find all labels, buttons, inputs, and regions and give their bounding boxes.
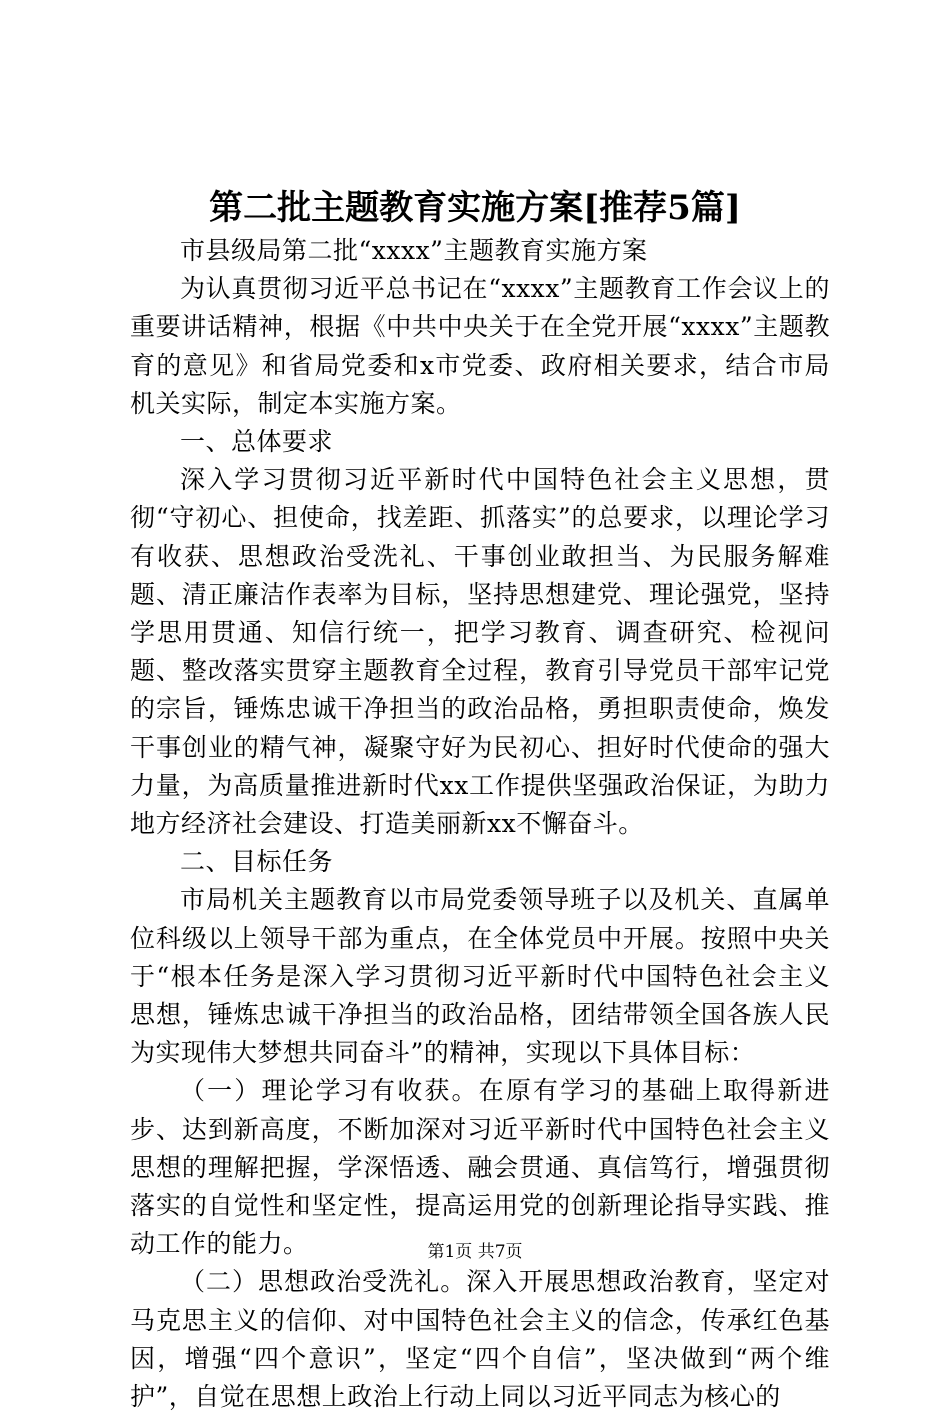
paragraph-goals-tasks: 市局机关主题教育以市局党委领导班子以及机关、直属单位科级以上领导干部为重点，在全体党员中开展。按照中央关于“根本任务是深入学习贯彻习近平新时代中国特色社会主义思想，锤炼忠诚干净担当的政治品格，团结带领全国各族人民为实现伟大梦想共同奋斗”的精神，实现以下具体目标： [130,885,830,1068]
paragraph-goal-2: （二）思想政治受洗礼。深入开展思想政治教育，坚定对马克思主义的信仰、对中国特色社会主义的信念，传承红色基因，增强“四个意识”，坚定“四个自信”，坚决做到“两个维护”，自觉在思想上政治上行动上同以习近平同志为核心的 [130,1267,830,1412]
document-body [130,232,830,1416]
section-heading-general-requirements: 一、总体要求 [180,427,334,457]
page-footer: 第1页 共7页 [427,1242,523,1262]
paragraph-intro: 为认真贯彻习近平总书记在“xxxx”主题教育工作会议上的重要讲话精神，根据《中共中央关于在全党开展“xxxx”主题教育的意见》和省局党委和x市党委、政府相关要求，结合市局机关实际，制定本实施方案。 [130,274,830,418]
paragraph-goal-1: （一）理论学习有收获。在原有学习的基础上取得新进步、达到新高度，不断加深对习近平新时代中国特色社会主义思想的理解把握，学深悟透、融会贯通、真信笃行，增强贯彻落实的自觉性和坚定性，提高运用党的创新理论指导实践、推动工作的能力。 [130,1076,830,1259]
paragraph-general-requirements: 深入学习贯彻习近平新时代中国特色社会主义思想，贯彻“守初心、担使命，找差距、抓落实”的总要求，以理论学习有收获、思想政治受洗礼、干事创业敢担当、为民服务解难题、清正廉洁作表率为目标，坚持思想建党、理论强党，坚持学思用贯通、知信行统一，把学习教育、调查研究、检视问题、整改落实贯穿主题教育全过程，教育引导党员干部牢记党的宗旨，锤炼忠诚干净担当的政治品格，勇担职责使命，焕发干事创业的精气神，凝聚守好为民初心、担好时代使命的强大力量，为高质量推进新时代xx工作提供坚强政治保证，为助力地方经济社会建设、打造美丽新xx不懈奋斗。 [130,465,830,839]
section-heading-goals-tasks: 二、目标任务 [180,847,334,877]
paragraph-subtitle: 市县级局第二批“xxxx”主题教育实施方案 [180,236,648,265]
document-title: 第二批主题教育实施方案[推荐5篇] [209,188,741,228]
